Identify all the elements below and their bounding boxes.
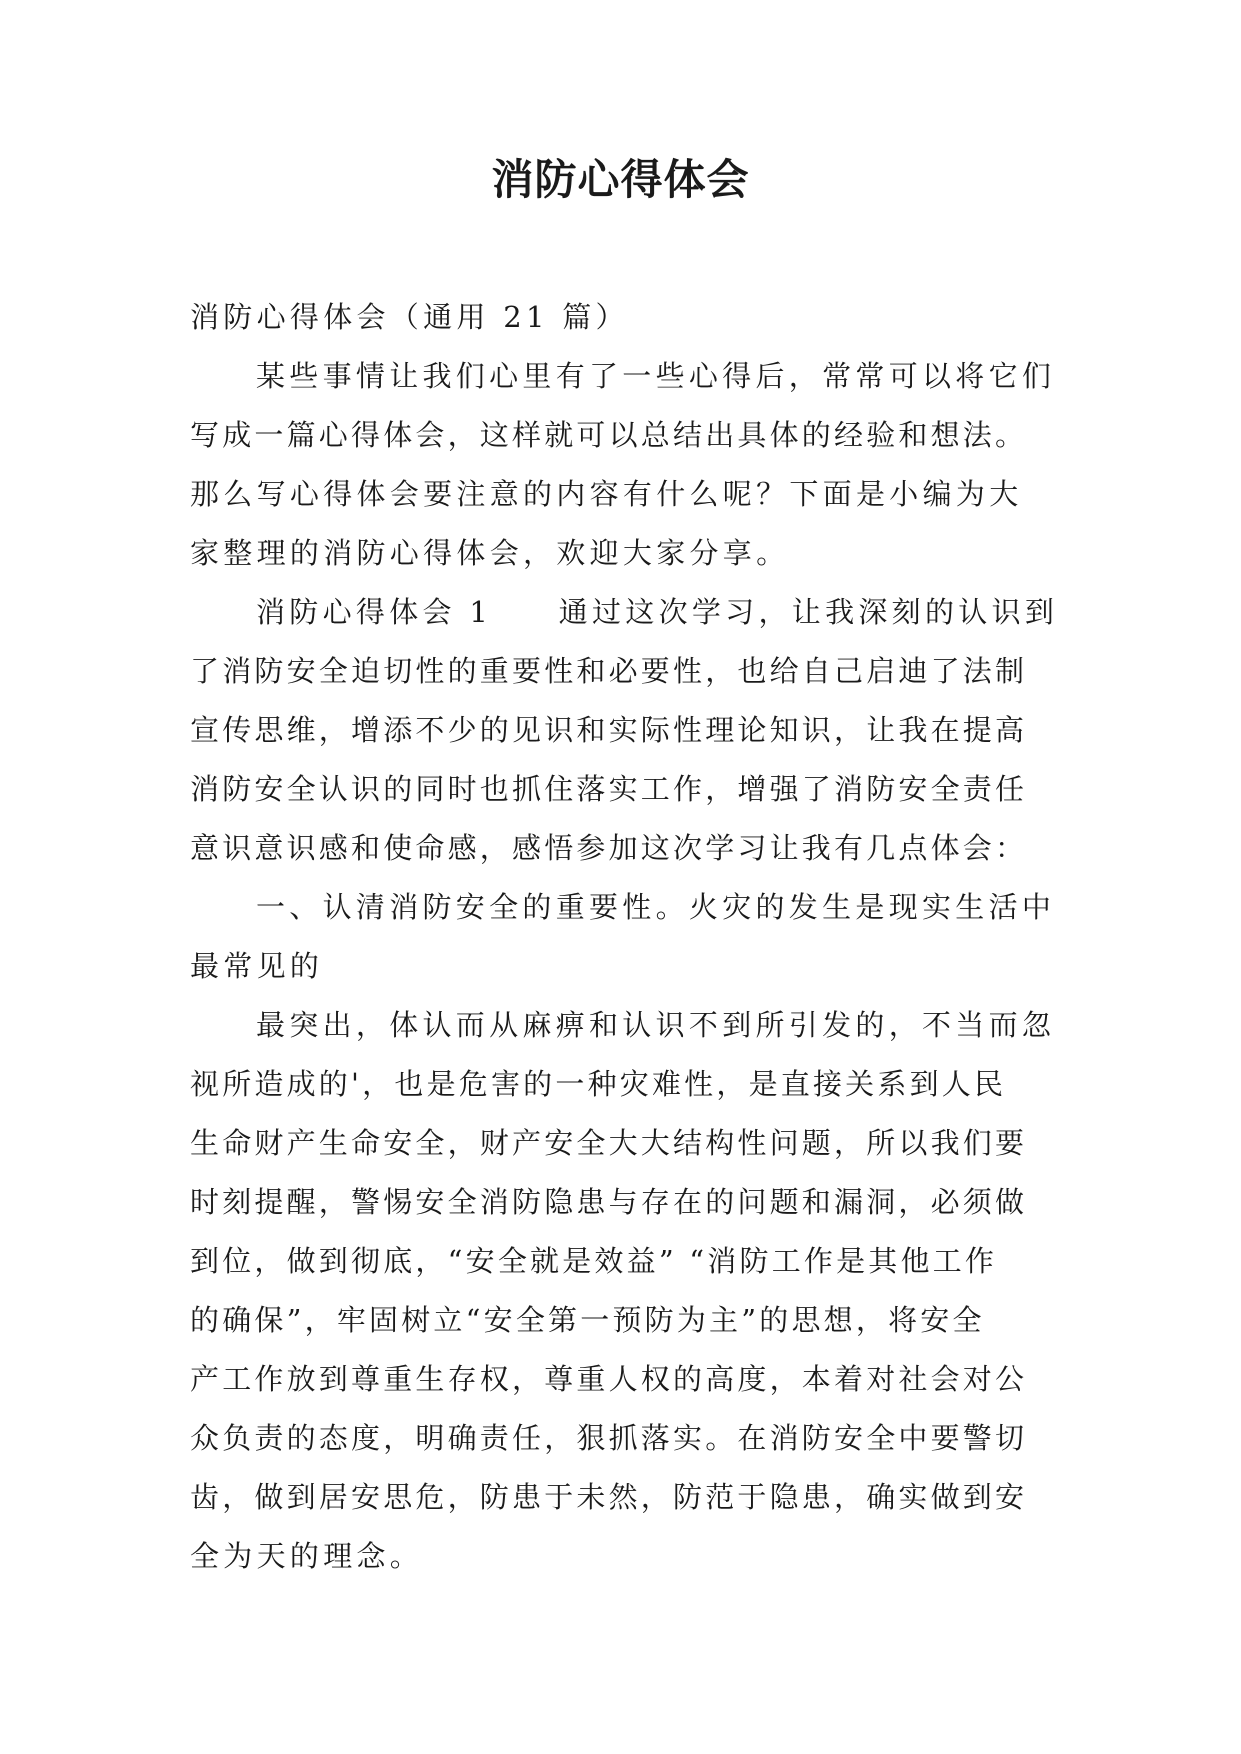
document-body (190, 288, 1060, 1586)
paragraph-line: 家整理的消防心得体会，欢迎大家分享。 (190, 536, 790, 570)
paragraph-line: 了消防安全迫切性的重要性和必要性，也给自己启迪了法制 (190, 654, 1028, 688)
paragraph-line: 一、认清消防安全的重要性。火灾的发生是现实生活中 (256, 890, 1056, 924)
paragraph-line: 写成一篇心得体会，这样就可以总结出具体的经验和想法。 (190, 418, 1028, 452)
paragraph-line: 消防安全认识的同时也抓住落实工作，增强了消防安全责任 (190, 772, 1028, 806)
paragraph-line: 的确保”，牢固树立“安全第一预防为主”的思想，将安全 (190, 1303, 985, 1337)
paragraph-line: 全为天的理念。 (190, 1539, 424, 1573)
paragraph-line: 意识意识感和使命感，感悟参加这次学习让我有几点体会： (190, 831, 1028, 865)
paragraph-line: 宣传思维，增添不少的见识和实际性理论知识，让我在提高 (190, 713, 1028, 747)
paragraph-line: 消防心得体会 1 通过这次学习，让我深刻的认识到 (256, 595, 1059, 629)
document-title: 消防心得体会 (491, 155, 750, 204)
paragraph-line: 生命财产生命安全，财产安全大大结构性问题，所以我们要 (190, 1126, 1028, 1160)
paragraph-line: 到位，做到彻底，“安全就是效益” “消防工作是其他工作 (190, 1244, 998, 1278)
paragraph-line: 最突出，体认而从麻痹和认识不到所引发的，不当而忽 (256, 1008, 1056, 1042)
paragraph-line: 时刻提醒，警惕安全消防隐患与存在的问题和漏洞，必须做 (190, 1185, 1028, 1219)
paragraph-line: 最常见的 (190, 949, 324, 983)
paragraph-line: 产工作放到尊重生存权，尊重人权的高度，本着对社会对公 (190, 1362, 1028, 1396)
subtitle-line: 消防心得体会（通用 21 篇） (190, 300, 629, 334)
paragraph-line: 视所造成的'，也是危害的一种灾难性，是直接关系到人民 (190, 1067, 1007, 1101)
paragraph-line: 众负责的态度，明确责任，狠抓落实。在消防安全中要警切 (190, 1421, 1028, 1455)
paragraph-line: 某些事情让我们心里有了一些心得后，常常可以将它们 (256, 359, 1056, 393)
paragraph-line: 那么写心得体会要注意的内容有什么呢？下面是小编为大 (190, 477, 1023, 511)
paragraph-line: 齿，做到居安思危，防患于未然，防范于隐患，确实做到安 (190, 1480, 1028, 1514)
